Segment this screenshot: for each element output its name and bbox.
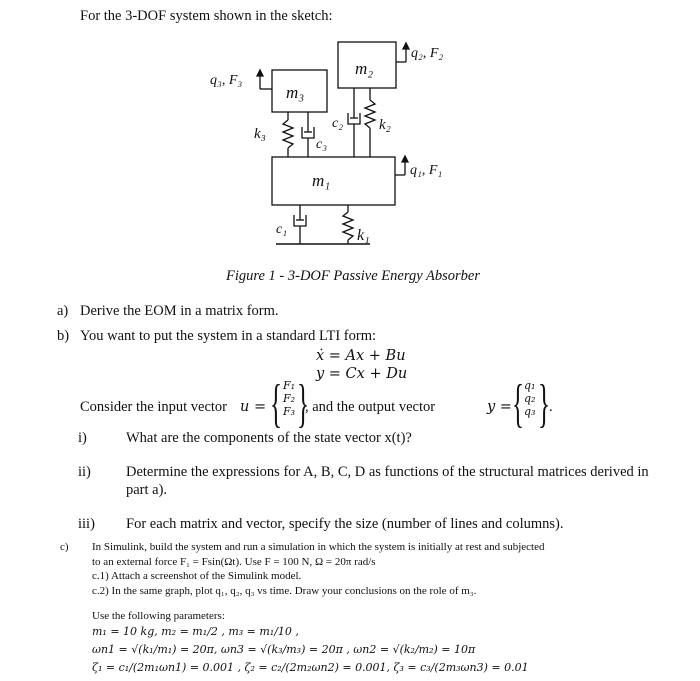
- intro-text: For the 3-DOF system shown in the sketch:: [80, 8, 333, 24]
- u-symbol: u =: [240, 399, 267, 415]
- label-k3: k₃: [254, 126, 266, 142]
- spring-k3: [283, 112, 293, 157]
- part-c2-text: c.2) In the same graph, plot q₁, q₂, q₃ vs time. Draw your conclusions on the role of m₃.: [92, 585, 477, 597]
- label-q1F1: q₁, F₁: [410, 163, 443, 178]
- part-a-marker: a): [57, 303, 69, 319]
- part-b-marker: b): [57, 328, 70, 344]
- part-c-line2: to an external force F₁ = Fsin(Ωt). Use F = 100 N, Ω = 20π rad/s: [92, 556, 376, 568]
- arrow-q3: [257, 70, 272, 89]
- params-masses: m₁ = 10 kg, m₂ = m₁/2 , m₃ = m₁/10 ,: [92, 625, 299, 638]
- figure-caption: Figure 1 - 3-DOF Passive Energy Absorber: [226, 268, 480, 284]
- subpart-i-marker: i): [78, 430, 87, 446]
- label-q2F2: q₂, F₂: [411, 46, 444, 61]
- part-c-marker: c): [60, 541, 69, 553]
- u-brace-left: {: [270, 376, 282, 434]
- part-c-line1: In Simulink, build the system and run a simulation in which the system is initially at rest and subjected: [92, 541, 545, 553]
- lti-state-equation: ẋ = Ax + Bu: [316, 348, 406, 364]
- arrow-q1: [395, 156, 408, 175]
- arrow-q2: [396, 43, 409, 62]
- part-c1-text: c.1) Attach a screenshot of the Simulink model.: [92, 570, 302, 582]
- label-c3: c₃: [316, 137, 328, 152]
- label-k2: k₂: [379, 117, 391, 133]
- label-m3: m₃: [286, 83, 305, 102]
- mass-m1: [272, 157, 395, 205]
- u-vector-item: F₃: [283, 405, 296, 418]
- consider-mid: , and the output vector: [305, 399, 436, 415]
- label-c2: c₂: [332, 116, 344, 131]
- damper-c2: [348, 88, 360, 157]
- u-vector: [283, 379, 295, 418]
- y-vector: [524, 379, 535, 418]
- subpart-ii-line1: Determine the expressions for A, B, C, D as functions of the structural matrices derived in: [126, 464, 649, 480]
- label-m2: m₂: [355, 59, 374, 78]
- u-vector-item: F₂: [283, 392, 296, 405]
- y-vector-item: q₃: [524, 405, 536, 418]
- y-vector-item: q₁: [524, 379, 536, 392]
- spring-k1: [343, 205, 353, 244]
- label-m1: m₁: [312, 171, 331, 190]
- subpart-iii-text: For each matrix and vector, specify the size (number of lines and columns).: [126, 516, 564, 532]
- damper-c3: [302, 112, 314, 157]
- subpart-iii-marker: iii): [78, 516, 95, 532]
- params-damping-ratios: ζ₁ = c₁/(2m₁ωn1) = 0.001 , ζ₂ = c₂/(2m₂ωn2) = 0.001, ζ₃ = c₃/(2m₃ωn3) = 0.01: [92, 661, 529, 674]
- y-brace-left: {: [512, 376, 524, 434]
- system-sketch: [0, 0, 700, 290]
- y-symbol: y =: [487, 399, 512, 415]
- consider-end: .: [549, 399, 553, 415]
- params-title: Use the following parameters:: [92, 610, 225, 622]
- label-c1: c₁: [276, 222, 288, 237]
- spring-k2: [365, 88, 375, 157]
- subpart-ii-marker: ii): [78, 464, 91, 480]
- y-brace-right: }: [538, 376, 550, 434]
- u-vector-item: F₁: [283, 379, 296, 392]
- label-q3F3: q₃, F₃: [210, 73, 243, 88]
- damper-c1: [294, 205, 306, 244]
- part-b-text: You want to put the system in a standard LTI form:: [80, 328, 377, 344]
- u-brace-right: }: [297, 376, 309, 434]
- params-frequencies: ωn1 = √(k₁/m₁) = 20π, ωn3 = √(k₃/m₃) = 20π , ωn2 = √(k₂/m₂) = 10π: [92, 643, 476, 656]
- label-k1: k₁: [357, 227, 370, 244]
- part-a-text: Derive the EOM in a matrix form.: [80, 303, 279, 319]
- consider-pre: Consider the input vector: [80, 399, 227, 415]
- lti-output-equation: y = Cx + Du: [316, 366, 408, 382]
- subpart-i-text: What are the components of the state vector x(t)?: [126, 430, 412, 446]
- y-vector-item: q₂: [524, 392, 536, 405]
- subpart-ii-line2: part a).: [126, 482, 168, 498]
